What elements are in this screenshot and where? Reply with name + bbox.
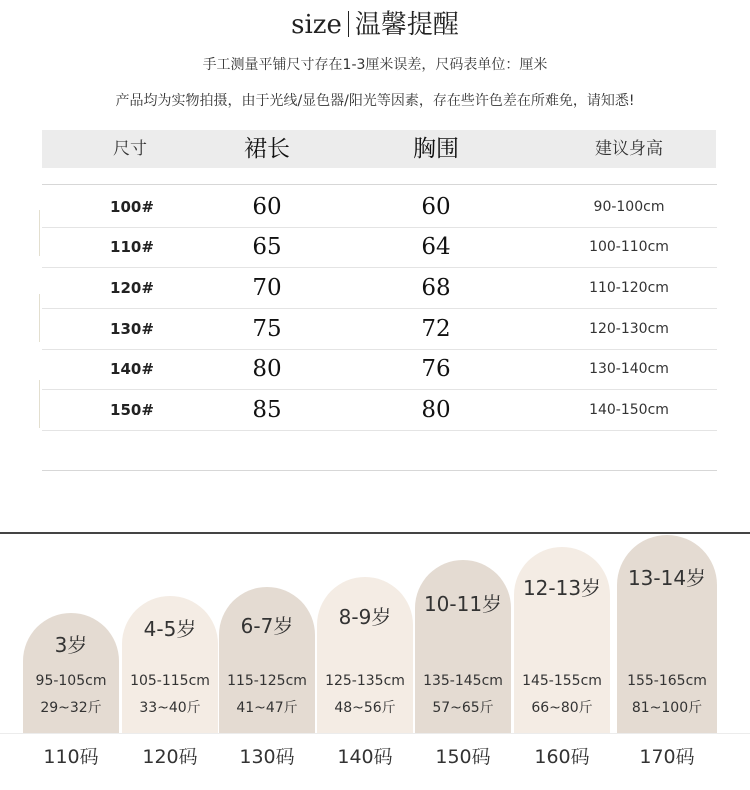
left-marker [39,380,40,428]
cell-length: 70 [252,275,282,301]
size-guide-arch [617,535,717,733]
cell-length: 85 [252,397,282,423]
cell-chest: 68 [421,275,451,301]
arch-height: 125-135cm [325,673,405,689]
arch-age: 8-9岁 [338,605,392,629]
size-code: 160码 [534,746,590,768]
arch-age: 3岁 [54,633,88,657]
table-row [42,390,717,431]
baseline [0,733,750,734]
table-row [42,349,717,390]
arch-age: 12-13岁 [522,576,602,600]
table-bottom-divider [42,470,717,471]
cell-height: 100-110cm [589,239,669,255]
arch-height: 155-165cm [627,673,707,689]
arch-weight: 41~47斤 [236,700,298,716]
cell-chest: 64 [421,234,451,260]
cell-size: 120# [110,279,154,297]
table-row [42,187,717,228]
header-height: 建议身高 [595,139,663,159]
cell-size: 130# [110,320,154,338]
arch-age: 6-7岁 [240,614,294,638]
size-code: 110码 [43,746,99,768]
cell-height: 130-140cm [589,361,669,377]
arch-weight: 33~40斤 [139,700,201,716]
header-size: 尺寸 [113,139,147,159]
cell-chest: 72 [421,316,451,342]
table-top-divider [42,184,717,185]
cell-length: 75 [252,316,282,342]
arch-height: 95-105cm [35,673,107,689]
size-guide-arch [317,577,413,733]
arch-weight: 29~32斤 [40,700,102,716]
size-guide-arch [219,587,315,733]
size-code: 130码 [239,746,295,768]
cell-chest: 60 [421,194,451,220]
arch-weight: 81~100斤 [631,700,703,716]
arch-weight: 48~56斤 [334,700,396,716]
arch-height: 135-145cm [423,673,503,689]
cell-height: 120-130cm [589,321,669,337]
size-table-header [42,130,716,168]
left-marker [39,210,40,256]
title-separator [348,11,349,37]
page-title [0,4,750,41]
cell-height: 90-100cm [593,199,665,215]
arch-height: 145-155cm [522,673,602,689]
arch-height: 105-115cm [130,673,210,689]
arch-weight: 57~65斤 [432,700,494,716]
cell-length: 65 [252,234,282,260]
size-code: 120码 [142,746,198,768]
arch-age: 13-14岁 [627,566,707,590]
header-chest: 胸围 [413,136,459,162]
cell-size: 150# [110,401,154,419]
row-divider [42,430,717,431]
table-row [42,309,717,350]
size-guide-arch [122,596,218,733]
section-divider [0,532,750,534]
cell-length: 60 [252,194,282,220]
left-marker [39,294,40,342]
cell-chest: 80 [421,397,451,423]
color-note: 产品均为实物拍摄，由于光线/显色器/阳光等因素，存在些许色差在所难免，请知悉! [115,93,635,109]
measurement-note: 手工测量平铺尺寸存在1-3厘米误差，尺码表单位：厘米 [202,57,548,73]
header-length: 裙长 [244,136,290,162]
arch-age: 4-5岁 [143,617,197,641]
cell-height: 140-150cm [589,402,669,418]
table-row [42,227,717,268]
size-code: 150码 [435,746,491,768]
cell-size: 100# [110,198,154,216]
table-row [42,268,717,309]
size-code: 140码 [337,746,393,768]
cell-height: 110-120cm [589,280,669,296]
size-code: 170码 [639,746,695,768]
title-zh: 温馨提醒 [354,10,459,40]
cell-size: 140# [110,360,154,378]
arch-weight: 66~80斤 [531,700,593,716]
cell-length: 80 [252,356,282,382]
size-guide-arch [514,547,610,733]
size-guide-arch [415,560,511,733]
arch-height: 115-125cm [227,673,307,689]
cell-chest: 76 [421,356,451,382]
size-guide-arch [23,613,119,733]
title-en: size [291,10,342,40]
cell-size: 110# [110,238,154,256]
arch-age: 10-11岁 [423,592,503,616]
